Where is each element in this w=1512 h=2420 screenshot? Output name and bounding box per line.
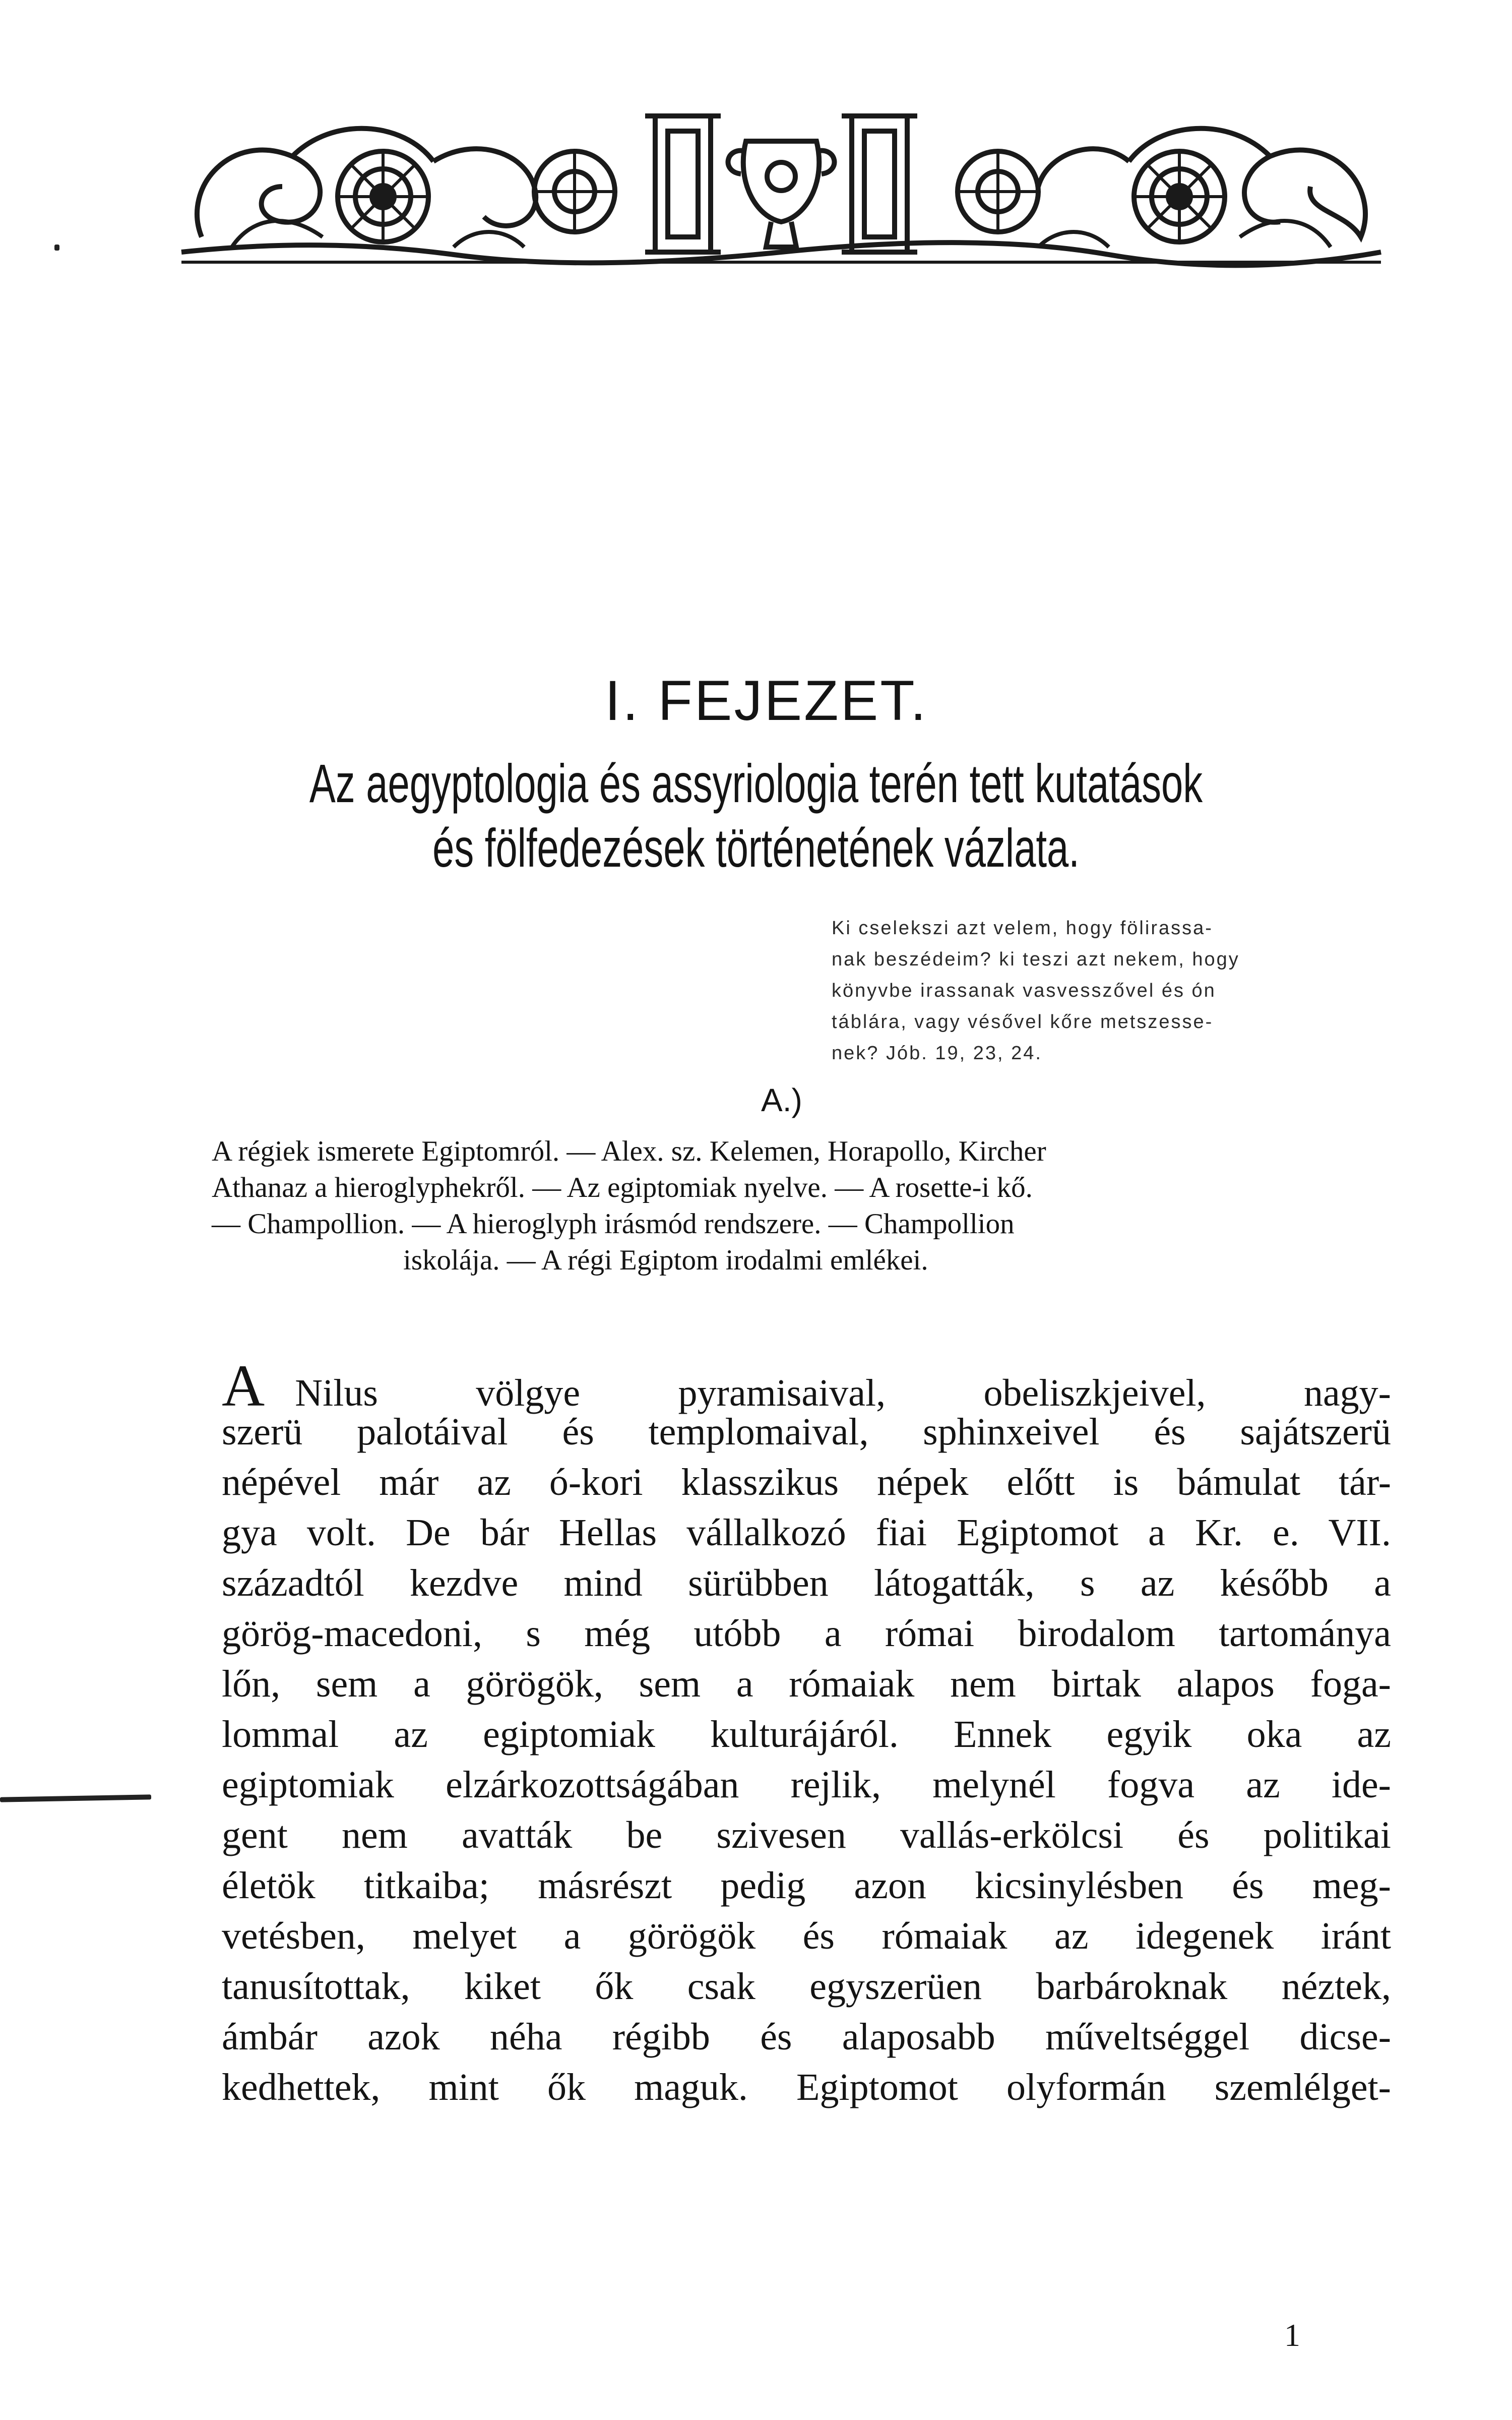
body-line: egiptomiak elzárkozottságában rejlik, melynél fogva az ide- <box>222 1764 1391 1806</box>
body-line: gent nem avatták be szivesen vallás-erkölcsi és politikai <box>222 1814 1391 1856</box>
body-paragraph <box>222 1353 1391 2112</box>
body-line: népével már az ó-kori klasszikus népek előtt is bámulat tár- <box>222 1461 1391 1503</box>
body-line: vetésben, melyet a görögök és rómaiak az idegenek iránt <box>222 1915 1391 1957</box>
body-line: lommal az egiptomiak kulturájáról. Ennek egyik oka az <box>222 1713 1391 1756</box>
body-line: görög-macedoni, s még utóbb a római birodalom tartománya <box>222 1612 1391 1655</box>
summary-line: A régiek ismerete Egiptomról. — Alex. sz. Kelemen, Horapollo, Kircher <box>212 1135 1046 1167</box>
body-line: életök titkaiba; másrészt pedig azon kicsinylésben és meg- <box>222 1864 1391 1907</box>
scan-mark <box>54 245 59 251</box>
body-line-first <box>222 1353 1391 1419</box>
scan-mark <box>0 1794 151 1802</box>
body-line: ámbár azok néha régibb és alaposabb műveltséggel dicse- <box>222 2016 1391 2058</box>
epigraph-line: nek? Jób. 19, 23, 24. <box>832 1043 1042 1064</box>
chapter-title: I. FEJEZET. <box>605 669 928 732</box>
summary-line: — Champollion. — A hieroglyph irásmód rendszere. — Champollion <box>212 1208 1015 1240</box>
section-label: A.) <box>761 1082 802 1118</box>
body-line-text: Nilus völgye pyramisaival, obeliszkjeivel, nagy- <box>295 1372 1391 1414</box>
chapter-subtitle-line-1: Az aegyptologia és assyriologia terén tett kutatások <box>309 753 1203 814</box>
body-line: lőn, sem a görögök, sem a rómaiak nem birtak alapos foga- <box>222 1663 1391 1705</box>
epigraph <box>832 913 1401 1069</box>
epigraph-line: táblára, vagy vésővel kőre metszesse- <box>832 1011 1214 1033</box>
body-line: tanusítottak, kiket ők csak egyszerüen barbároknak néztek, <box>222 1965 1391 2008</box>
epigraph-line: könyvbe irassanak vasvesszővel és ón <box>832 980 1216 1001</box>
drop-cap: A <box>222 1353 265 1419</box>
summary-line: Athanaz a hieroglyphekről. — Az egiptomiak nyelve. — A rosette-i kő. <box>212 1172 1033 1203</box>
ornamental-header-band <box>171 86 1391 277</box>
epigraph-line: nak beszédeim? ki teszi azt nekem, hogy <box>832 949 1240 970</box>
summary-line: iskolája. — A régi Egiptom irodalmi emlékei. <box>403 1244 928 1276</box>
body-line: szerü palotáival és templomaival, sphinxeivel és sajátszerü <box>222 1411 1391 1453</box>
page-number: 1 <box>1284 2317 1300 2353</box>
section-summary <box>212 1133 1371 1279</box>
chapter-subtitle-line-2: és fölfedezések történetének vázlata. <box>432 817 1080 878</box>
body-line: kedhettek, mint ők maguk. Egiptomot olyformán szemlélget- <box>222 2066 1391 2108</box>
body-line: gya volt. De bár Hellas vállalkozó fiai Egiptomot a Kr. e. VII. <box>222 1511 1391 1554</box>
epigraph-line: Ki cselekszi azt velem, hogy fölirassa- <box>832 918 1213 939</box>
body-line: századtól kezdve mind sürübben látogatták, s az később a <box>222 1562 1391 1604</box>
